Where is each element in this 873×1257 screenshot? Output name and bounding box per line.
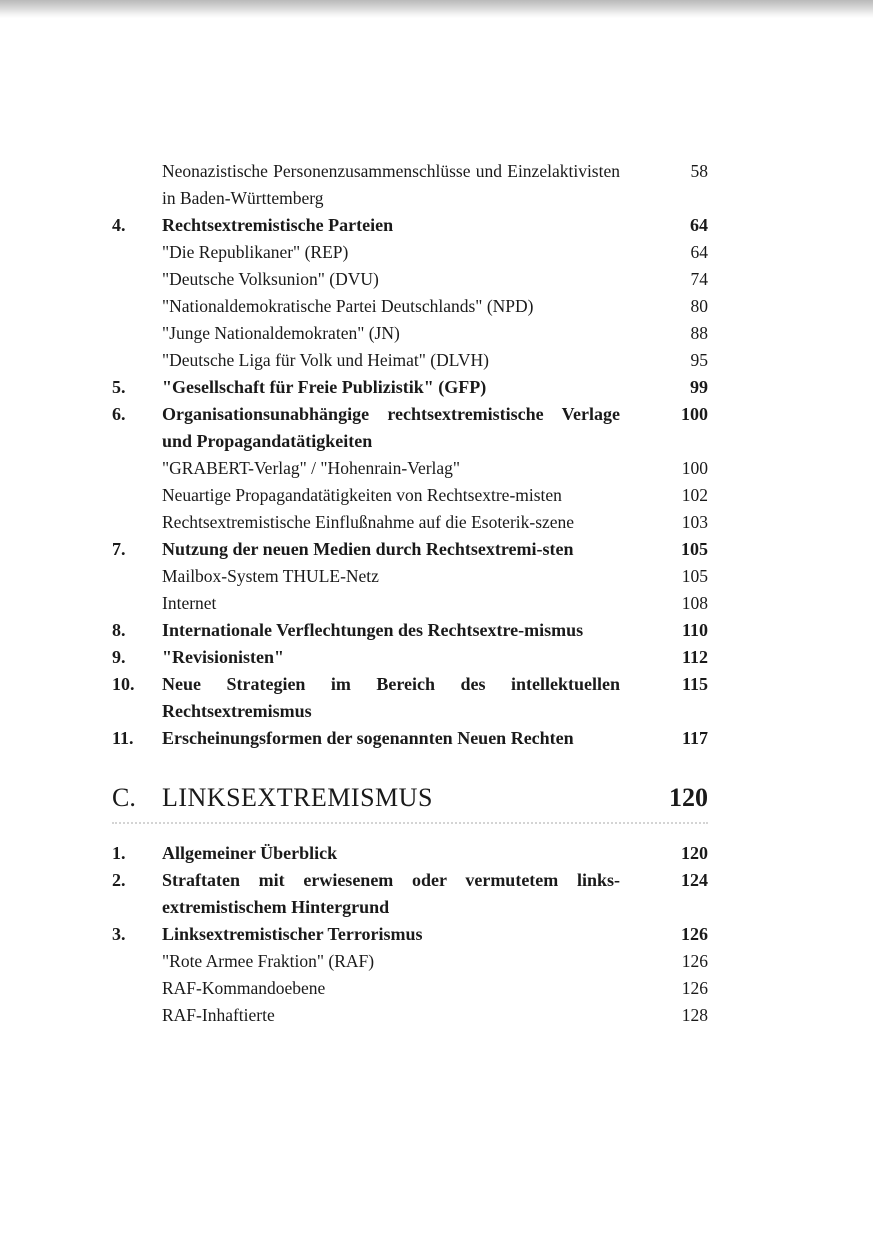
toc-entry <box>0 266 873 293</box>
toc-entry-page: 64 <box>690 242 708 262</box>
dotted-divider <box>112 822 708 832</box>
section-heading-c <box>0 778 873 822</box>
toc-entry <box>0 536 873 563</box>
toc-list-section-c <box>0 840 873 1029</box>
toc-entry-title: Internet <box>162 593 217 613</box>
section-page-number: 120 <box>669 783 708 812</box>
toc-entry <box>0 921 873 948</box>
scan-edge-shadow <box>0 0 873 18</box>
toc-entry <box>0 590 873 617</box>
toc-entry-page: 124 <box>681 870 708 890</box>
toc-entry <box>0 293 873 320</box>
toc-entry-page: 120 <box>681 843 708 863</box>
toc-entry-page: 105 <box>681 566 708 586</box>
toc-entry <box>0 212 873 239</box>
toc-entry-title: Erscheinungsformen der sogenannten Neuen Rechten <box>162 728 574 748</box>
toc-entry-number: 5. <box>112 377 126 397</box>
toc-entry-page: 126 <box>681 978 708 998</box>
toc-entry-number: 6. <box>112 404 126 424</box>
toc-entry-page: 128 <box>681 1005 708 1025</box>
toc-entry-page: 74 <box>690 269 708 289</box>
toc-entry-page: 64 <box>690 215 708 235</box>
toc-entry-number: 10. <box>112 674 135 694</box>
toc-entry-title: RAF-Inhaftierte <box>162 1005 275 1025</box>
toc-entry <box>0 975 873 1002</box>
toc-entry-number: 8. <box>112 620 126 640</box>
toc-entry-number: 9. <box>112 647 126 667</box>
toc-entry <box>0 867 873 921</box>
toc-entry <box>0 563 873 590</box>
table-of-contents <box>0 158 873 1029</box>
toc-entry-page: 100 <box>681 404 708 424</box>
toc-entry-page: 80 <box>690 296 708 316</box>
toc-entry-page: 126 <box>681 951 708 971</box>
toc-entry <box>0 158 873 212</box>
toc-entry-page: 99 <box>690 377 708 397</box>
toc-entry-title: "Nationaldemokratische Partei Deutschlands" (NPD) <box>162 296 534 316</box>
toc-entry-title: "Revisionisten" <box>162 647 284 667</box>
section-letter: C. <box>112 783 136 812</box>
toc-entry <box>0 347 873 374</box>
toc-entry-page: 105 <box>681 539 708 559</box>
toc-entry-title: "Junge Nationaldemokraten" (JN) <box>162 323 400 343</box>
toc-entry <box>0 482 873 509</box>
toc-entry-page: 100 <box>681 458 708 478</box>
toc-entry-page: 126 <box>681 924 708 944</box>
toc-entry <box>0 644 873 671</box>
toc-entry-number: 7. <box>112 539 126 559</box>
toc-entry <box>0 509 873 536</box>
toc-entry <box>0 617 873 644</box>
toc-entry-title: Internationale Verflechtungen des Rechtsextre-mismus <box>162 620 584 640</box>
toc-entry <box>0 401 873 455</box>
toc-entry-title: "Rote Armee Fraktion" (RAF) <box>162 951 375 971</box>
toc-entry-title: "Gesellschaft für Freie Publizistik" (GFP) <box>162 377 487 397</box>
toc-entry-page: 88 <box>690 323 708 343</box>
toc-entry-number: 2. <box>112 870 126 890</box>
toc-entry-title: "GRABERT-Verlag" / "Hohenrain-Verlag" <box>162 458 461 478</box>
toc-entry-title: "Die Republikaner" (REP) <box>162 242 349 262</box>
toc-entry-page: 103 <box>681 512 708 532</box>
toc-entry-title: Nutzung der neuen Medien durch Rechtsextremi-sten <box>162 539 574 559</box>
toc-entry-page: 112 <box>681 647 708 667</box>
toc-entry <box>0 840 873 867</box>
toc-entry-title: Allgemeiner Überblick <box>162 843 338 863</box>
toc-entry <box>0 1002 873 1029</box>
toc-entry <box>0 374 873 401</box>
toc-entry-title: "Deutsche Liga für Volk und Heimat" (DLVH) <box>162 350 489 370</box>
toc-entry-number: 11. <box>112 728 134 748</box>
toc-entry-title: Mailbox-System THULE-Netz <box>162 566 379 586</box>
toc-entry-title: Neonazistische Personenzusammenschlüsse und Einzelaktivisten in Baden-Württemberg <box>162 161 620 208</box>
toc-entry-title: "Deutsche Volksunion" (DVU) <box>162 269 379 289</box>
toc-entry-title: Neuartige Propagandatätigkeiten von Rechtsextre-misten <box>162 485 562 505</box>
toc-entry-number: 1. <box>112 843 126 863</box>
toc-entry-number: 4. <box>112 215 126 235</box>
toc-list-section-b <box>0 158 873 752</box>
toc-entry-title: Neue Strategien im Bereich des intellektuellen Rechtsextremismus <box>162 674 620 721</box>
toc-entry-title: Rechtsextremistische Parteien <box>162 215 394 235</box>
toc-entry-title: RAF-Kommandoebene <box>162 978 326 998</box>
toc-entry <box>0 671 873 725</box>
section-title: LINKSEXTREMISMUS <box>162 783 433 812</box>
toc-entry <box>0 948 873 975</box>
toc-entry <box>0 725 873 752</box>
toc-entry-title: Linksextremistischer Terrorismus <box>162 924 423 944</box>
toc-entry-number: 3. <box>112 924 126 944</box>
toc-entry-page: 117 <box>681 728 708 748</box>
toc-entry <box>0 320 873 347</box>
toc-entry-title: Straftaten mit erwiesenem oder vermutetem links-extremistischem Hintergrund <box>162 870 620 917</box>
toc-entry <box>0 239 873 266</box>
toc-entry-page: 58 <box>690 161 708 181</box>
toc-entry-page: 108 <box>681 593 708 613</box>
toc-entry-page: 110 <box>681 620 708 640</box>
toc-entry-page: 102 <box>681 485 708 505</box>
toc-entry <box>0 455 873 482</box>
toc-entry-title: Rechtsextremistische Einflußnahme auf die Esoterik-szene <box>162 512 575 532</box>
toc-entry-title: Organisationsunabhängige rechtsextremistische Verlage und Propagandatätigkeiten <box>162 404 620 451</box>
toc-entry-page: 95 <box>690 350 708 370</box>
toc-entry-page: 115 <box>681 674 708 694</box>
